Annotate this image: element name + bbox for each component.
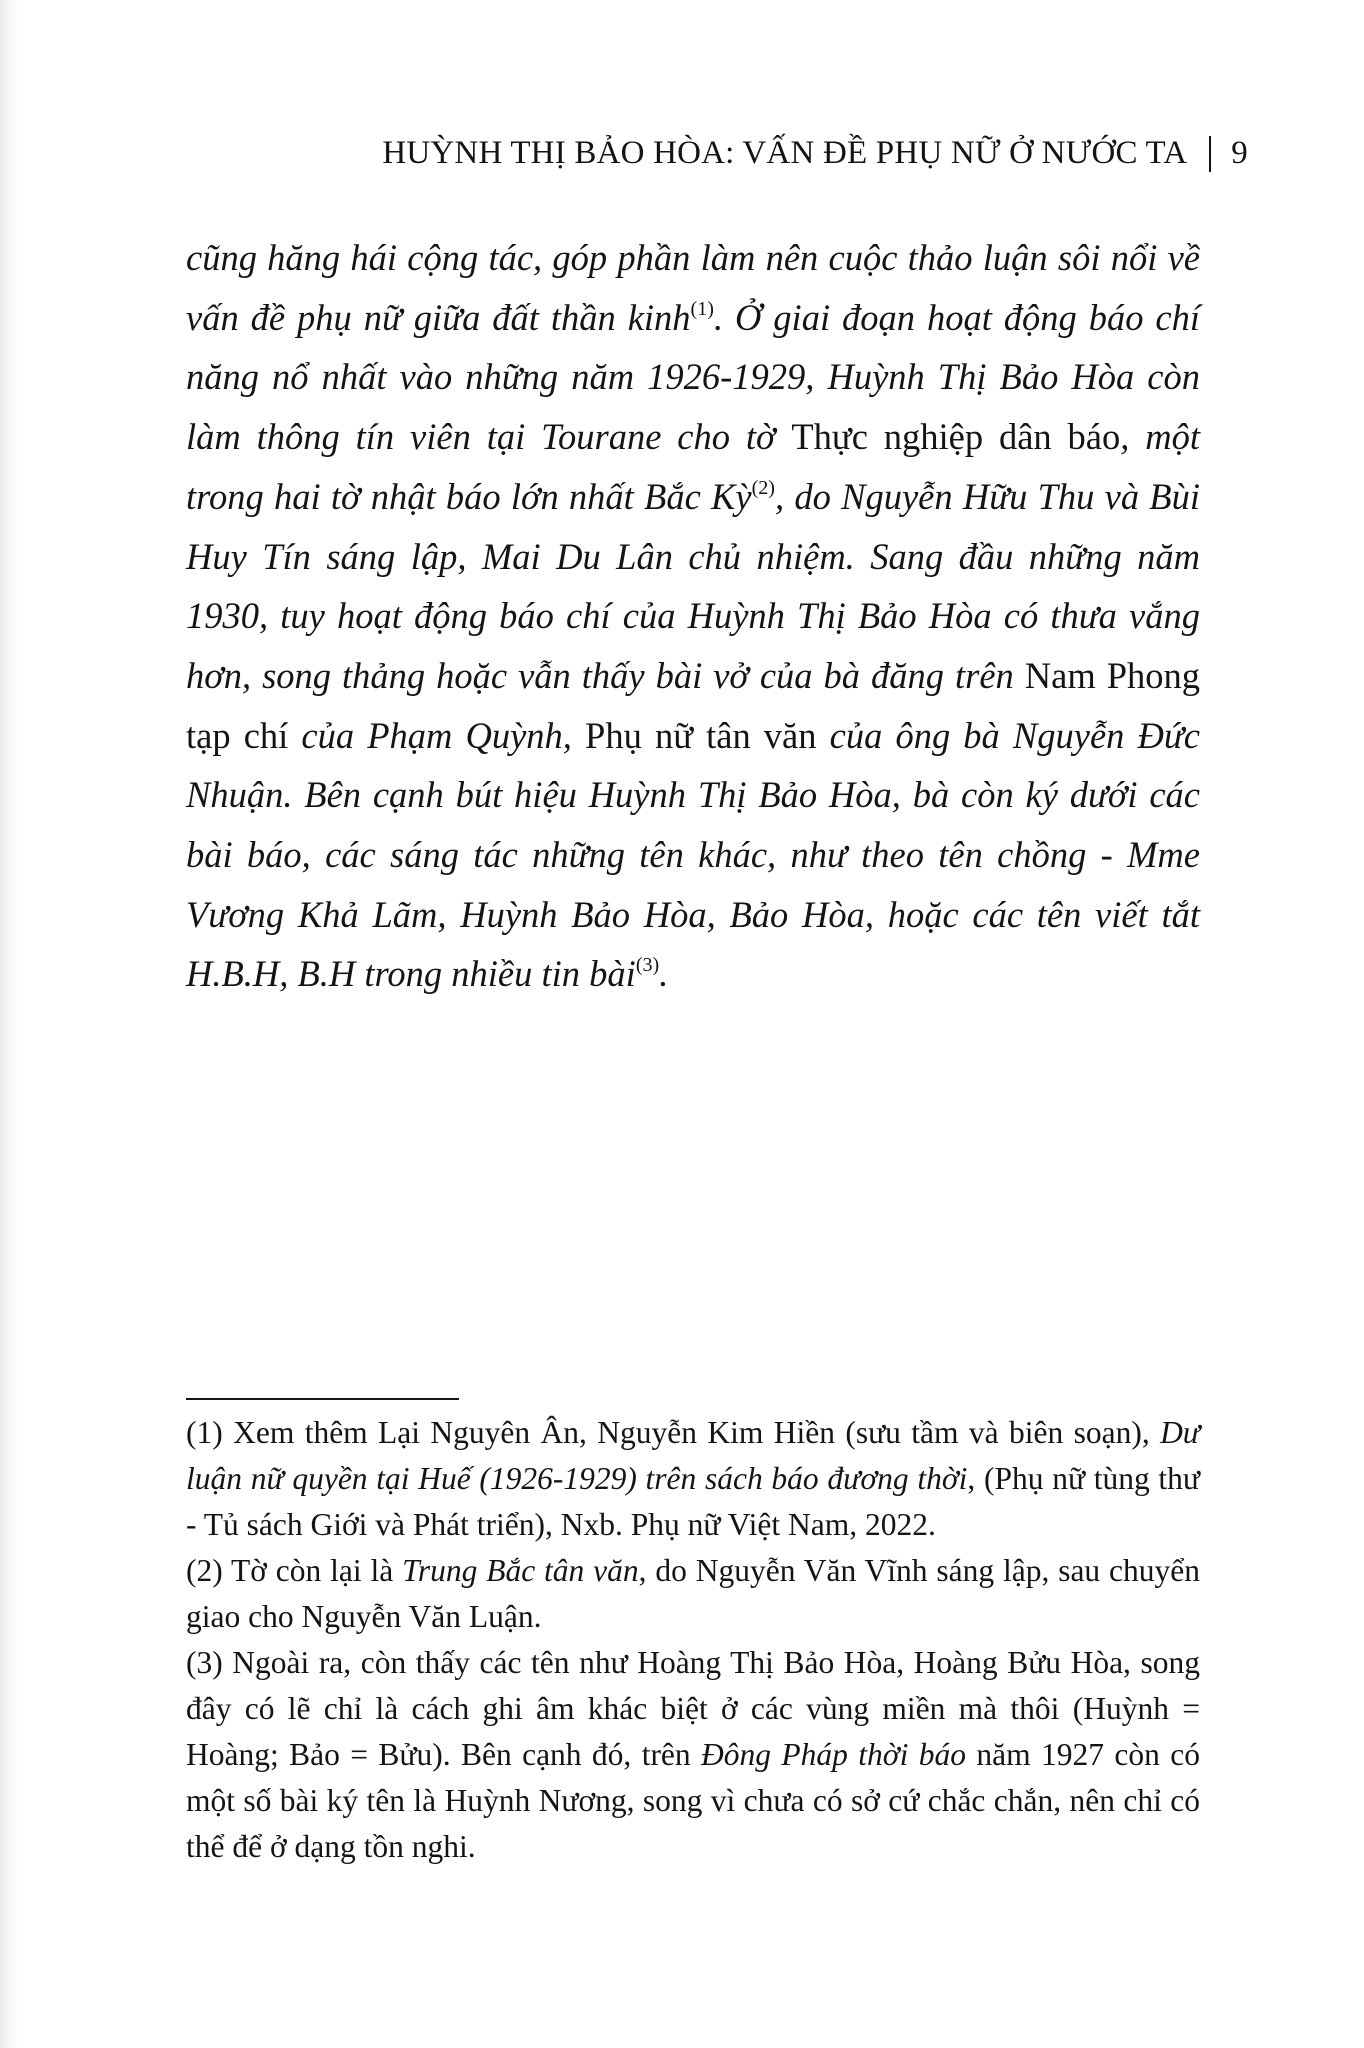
- page-number: 9: [1231, 135, 1248, 171]
- footnote-reference[interactable]: (3): [635, 954, 660, 977]
- footnote-separator-rule: [186, 1398, 459, 1400]
- italic-text-run: , một trong hai tờ nhật báo lớn nhất Bắc Kỳ: [186, 416, 1201, 517]
- footnote-reference[interactable]: (2): [751, 476, 775, 499]
- roman-text-run: (2) Tờ còn lại là: [186, 1553, 403, 1588]
- italic-text-run: của ông bà Nguyễn Đức Nhuận. Bên cạnh bút hiệu Huỳnh Thị Bảo Hòa, bà còn ký dưới các bài báo, các sáng tác những tên khác, như theo tên chồng - Mme Vương Khả Lãm, Huỳnh Bảo Hòa, Bảo Hòa, hoặc các tên viết tắt H.B.H, B.H trong nhiều tin bài: [186, 714, 1200, 995]
- roman-text-run: Thực nghiệp dân báo: [791, 416, 1121, 458]
- roman-text-run: Phụ nữ tân văn: [585, 714, 817, 756]
- footnotes: [186, 1410, 1200, 1870]
- page-edge-shadow: [0, 0, 18, 2048]
- body-paragraph: [186, 228, 1200, 1004]
- footnote-reference[interactable]: (1): [690, 297, 714, 320]
- italic-text-run: . Ở giai đoạn hoạt động báo chí năng nổ nhất vào những năm 1926-1929, Huỳnh Thị Bảo Hòa còn làm thông tín viên tại Tourane cho tờ: [186, 296, 1201, 458]
- italic-text-run: cũng hăng hái cộng tác, góp phần làm nên cuộc thảo luận sôi nổi về vấn đề phụ nữ giữa đất thần kinh: [186, 237, 1200, 338]
- italic-text-run: của Phạm Quỳnh,: [288, 714, 586, 756]
- italic-text-run: Đông Pháp thời báo: [701, 1737, 966, 1772]
- footnote-1: [186, 1410, 1200, 1548]
- roman-text-run: (1) Xem thêm Lại Nguyên Ân, Nguyễn Kim Hiền (sưu tầm và biên soạn),: [186, 1415, 1161, 1450]
- italic-text-run: .: [659, 953, 669, 995]
- roman-text-run: (3) Ngoài ra, còn thấy các tên như Hoàng Thị Bảo Hòa, Hoàng Bửu Hòa, song đây có lẽ chỉ là cách ghi âm khác biệt ở các vùng miền mà thôi (Huỳnh = Hoàng; Bảo = Bửu). Bên cạnh đó, trên: [186, 1645, 1200, 1772]
- italic-text-run: , do Nguyễn Hữu Thu và Bùi Huy Tín sáng lập, Mai Du Lân chủ nhiệm. Sang đầu những năm 1930, tuy hoạt động báo chí của Huỳnh Thị Bảo Hòa có thưa vắng hơn, song thảng hoặc vẫn thấy bài vở của bà đăng trên: [186, 475, 1200, 696]
- italic-text-run: Dư luận nữ quyền tại Huế (1926-1929) trên sách báo đương thời: [186, 1415, 1200, 1496]
- roman-text-run: Nam Phong tạp chí: [186, 654, 1200, 756]
- running-head-separator: [1209, 136, 1211, 172]
- running-head-title: HUỲNH THỊ BẢO HÒA: VẤN ĐỀ PHỤ NỮ Ở NƯỚC TA: [382, 135, 1188, 171]
- footnote-2: [186, 1548, 1200, 1640]
- footnote-3: [186, 1640, 1200, 1870]
- roman-text-run: , (Phụ nữ tùng thư - Tủ sách Giới và Phát triển), Nxb. Phụ nữ Việt Nam, 2022.: [186, 1461, 1200, 1542]
- roman-text-run: năm 1927 còn có một số bài ký tên là Huỳnh Nương, song vì chưa có sở cứ chắc chắn, nên chỉ có thể để ở dạng tồn nghi.: [186, 1737, 1200, 1864]
- running-head: [382, 135, 1248, 172]
- italic-text-run: Trung Bắc tân văn: [402, 1553, 639, 1588]
- roman-text-run: , do Nguyễn Văn Vĩnh sáng lập, sau chuyển giao cho Nguyễn Văn Luận.: [186, 1553, 1201, 1634]
